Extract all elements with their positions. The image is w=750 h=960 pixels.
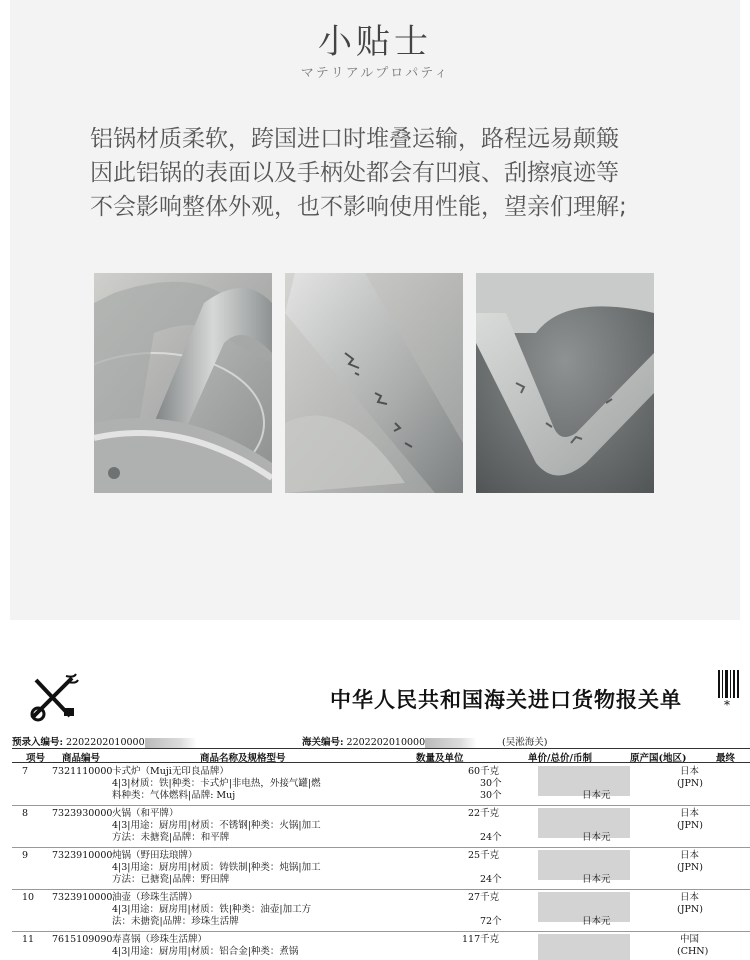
row-qty: 25千克 — [468, 850, 500, 861]
tips-subtitle: マテリアルプロパティ — [300, 66, 450, 81]
row-spec: 4|3|用途：厨房用|材质：铝合金|种类：煮锅 — [112, 946, 299, 957]
header-rule — [12, 762, 750, 763]
pre-entry-number — [12, 734, 197, 748]
tips-line: 因此铝锅的表面以及手柄处都会有凹痕、刮擦痕迹等 — [90, 160, 619, 186]
row-spec: 方法：已搪瓷|品牌：野田牌 — [112, 874, 230, 885]
row-origin: 日本 — [680, 850, 700, 861]
row-currency: 日本元 — [582, 874, 611, 885]
redaction — [425, 738, 477, 748]
scratched-handle-photo — [285, 273, 463, 493]
row-spec: 4|3|用途：厨房用|材质：不锈钢|种类：火锅|加工 — [112, 820, 321, 831]
redaction — [145, 738, 197, 748]
row-spec: 4|3|用途：厨房用|材质：铁|种类：油壶|加工方 — [112, 904, 312, 915]
row-spec: 法：未搪瓷|品牌：珍珠生活牌 — [112, 916, 239, 927]
table-row — [12, 806, 750, 848]
declaration-title: 中华人民共和国海关进口货物报关单 — [330, 688, 682, 712]
row-code: 7323930000 — [52, 808, 113, 819]
pre-entry-label: 预录入编号: — [12, 737, 64, 748]
tips-line: 铝锅材质柔软，跨国进口时堆叠运输，路程远易颠簸 — [90, 126, 619, 152]
row-origin: 日本 — [680, 808, 700, 819]
bent-handle-photo — [476, 273, 654, 493]
row-name: 油壶（珍珠生活牌） — [112, 892, 198, 903]
row-no: 11 — [22, 934, 35, 945]
row-qty: 24个 — [480, 832, 502, 843]
row-origin-code: (JPN) — [677, 820, 703, 831]
table-top-rule — [12, 748, 750, 749]
table-row — [12, 764, 750, 806]
row-no: 9 — [22, 850, 29, 861]
header-no: 项号 — [26, 753, 46, 764]
customs-label: 海关编号: — [302, 737, 344, 748]
row-name: 卡式炉（Muji无印良品牌） — [112, 766, 229, 777]
row-no: 10 — [22, 892, 35, 903]
redacted-price — [538, 934, 630, 960]
row-qty: 22千克 — [468, 808, 500, 819]
header-dest: 最终 — [716, 753, 736, 764]
row-origin: 日本 — [680, 892, 700, 903]
row-origin: 中国 — [680, 934, 700, 945]
row-spec: 4|3|用途：厨房用|材质：铸铁制|种类：炖锅|加工 — [112, 862, 321, 873]
customs-value: 2202202010000 — [346, 737, 426, 748]
header-code: 商品编号 — [62, 753, 101, 764]
row-qty: 60千克 — [468, 766, 500, 777]
row-currency: 日本元 — [582, 790, 611, 801]
row-code: 7321110000 — [52, 766, 113, 777]
header-origin: 原产国(地区) — [630, 753, 687, 764]
row-qty: 30个 — [480, 778, 502, 789]
row-spec: 方法：未搪瓷|品牌：和平牌 — [112, 832, 230, 843]
tips-text — [90, 122, 690, 224]
customs-emblem-icon — [26, 670, 80, 724]
table-row — [12, 890, 750, 932]
customs-office: (吴淞海关) — [502, 737, 548, 748]
row-currency: 日本元 — [582, 916, 611, 927]
row-qty: 27千克 — [468, 892, 500, 903]
row-name: 炖锅（野田珐琅牌） — [112, 850, 198, 861]
tips-title: 小贴士 — [318, 22, 432, 62]
row-origin-code: (CHN) — [677, 946, 709, 957]
row-origin-code: (JPN) — [677, 904, 703, 915]
row-qty: 24个 — [480, 874, 502, 885]
table-row — [12, 932, 750, 960]
customs-number — [302, 734, 477, 748]
barcode-icon — [718, 670, 740, 698]
header-price: 单价/总价/币制 — [528, 753, 592, 764]
row-qty: 30个 — [480, 790, 502, 801]
row-spec: 料种类：气体燃料|品牌: Muj — [112, 790, 236, 801]
row-name: 火锅（和平牌） — [112, 808, 179, 819]
row-code: 7615109090 — [52, 934, 113, 945]
pre-entry-value: 2202202010000 — [66, 737, 145, 748]
row-qty: 117千克 — [462, 934, 500, 945]
row-no: 8 — [22, 808, 29, 819]
customs-declaration — [12, 640, 750, 960]
dented-handle-photo — [94, 273, 272, 493]
row-spec: 4|3|材质：铁|种类：卡式炉|非电热，外接气罐|燃 — [112, 778, 321, 789]
table-row — [12, 848, 750, 890]
tips-line: 不会影响整体外观，也不影响使用性能，望亲们理解; — [90, 194, 627, 220]
row-code: 7323910000 — [52, 850, 113, 861]
header-qty: 数量及单位 — [416, 753, 464, 764]
row-no: 7 — [22, 766, 29, 777]
row-currency: 日本元 — [582, 832, 611, 843]
row-origin: 日本 — [680, 766, 700, 777]
header-name: 商品名称及规格型号 — [200, 753, 286, 764]
row-origin-code: (JPN) — [677, 862, 703, 873]
row-code: 7323910000 — [52, 892, 113, 903]
row-qty: 72个 — [480, 916, 502, 927]
row-origin-code: (JPN) — [677, 778, 703, 789]
barcode-star: * — [724, 698, 730, 712]
row-name: 寿喜锅（珍珠生活牌） — [112, 934, 208, 945]
